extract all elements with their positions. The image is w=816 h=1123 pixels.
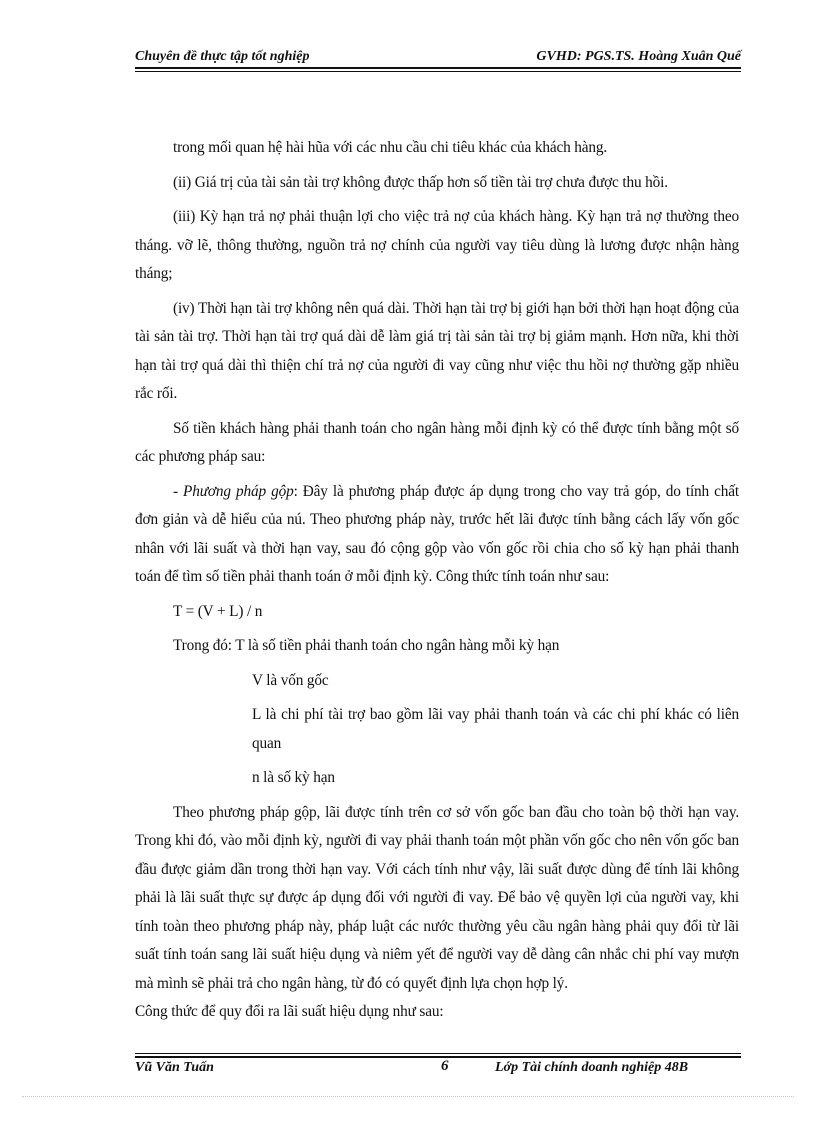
footer-rule	[135, 1056, 741, 1058]
paragraph: Công thức để quy đổi ra lãi suất hiệu dụng như sau:	[135, 1003, 444, 1020]
paragraph: Theo phương pháp gộp, lãi được tính trên cơ sở vốn gốc ban đầu cho toàn bộ thời hạn vay. Trong khi đó, vào mỗi định kỳ, người đi vay phải thanh toán một phần vốn gốc cho nên vốn gốc ban đầu được giảm dần trong thời hạn vay. Với cách tính như vậy, lãi suất được dùng để tính lãi không phải là lãi suất thực sự được áp dụng đối với người đi vay. Để bảo vệ quyền lợi của người vay, khi tính toàn theo phương pháp này, pháp luật các nước thường yêu cầu ngân hàng phải quy đổi từ lãi suất tính toán sang lãi suất hiệu dụng và niêm yết để người vay dễ dàng cân nhắc chi phí vay mượn mà mình sẽ phải trả cho ngân hàng, từ đó có quyết định lựa chọn hợp lý.	[135, 803, 739, 992]
dash: -	[173, 482, 184, 500]
footer-class: Lớp Tài chính doanh nghiệp 48B	[495, 1060, 689, 1075]
paragraph: (iii) Kỳ hạn trả nợ phải thuận lợi cho việc trả nợ của khách hàng. Kỳ hạn trả nợ thường theo tháng. vỡ lẽ, thông thường, nguồn trả nợ chính của người vay tiêu dùng là lương được nhận hàng tháng;	[135, 208, 739, 282]
footer-rule-thin	[135, 1053, 741, 1054]
footer-author: Vũ Văn Tuấn	[135, 1060, 214, 1075]
method-name: Phương pháp gộp	[183, 482, 294, 500]
formula-where: n là số kỳ hạn	[252, 769, 335, 786]
header-title: Chuyên đề thực tập tốt nghiệp	[135, 49, 310, 64]
formula-where: Trong đó: T là số tiền phải thanh toán cho ngân hàng mỗi kỳ hạn	[173, 637, 560, 654]
paragraph	[135, 478, 739, 592]
method-text: : Đây là phương pháp được áp dụng trong cho vay trả góp, do tính chất đơn giản và dễ hiểu của nú. Theo phương pháp này, trước hết lãi được tính bằng cách lấy vốn gốc nhân với lãi suất và thời hạn vay, sau đó cộng gộp vào vốn gốc rồi chia cho số kỳ hạn phải thanh toán để tìm số tiền phải thanh toán ở mỗi định kỳ. Công thức tính toán như sau:	[135, 482, 739, 585]
formula: T = (V + L) / n	[173, 602, 263, 620]
paragraph: Số tiền khách hàng phải thanh toán cho ngân hàng mỗi định kỳ có thể được tính bằng một số các phương pháp sau:	[135, 419, 739, 465]
page-header	[135, 49, 741, 67]
paragraph: (iv) Thời hạn tài trợ không nên quá dài. Thời hạn tài trợ bị giới hạn bởi thời hạn hoạt động của tài sản tài trợ. Thời hạn tài trợ quá dài dễ làm giá trị tài sản tài trợ bị giảm mạnh. Hơn nữa, khi thời hạn tài trợ quá dài thì thiện chí trả nợ của người đi vay cũng như việc thu hồi nợ thường gặp nhiều rắc rối.	[135, 299, 739, 402]
formula-where: V là vốn gốc	[252, 671, 329, 689]
header-rule	[135, 67, 741, 69]
paragraph: trong mối quan hệ hài hũa với các nhu cầu chi tiêu khác của khách hàng.	[173, 139, 608, 156]
formula-where: L là chi phí tài trợ bao gồm lãi vay phải thanh toán và các chi phí khác có liên quan	[252, 706, 739, 752]
page-footer	[135, 1060, 741, 1078]
header-rule-thin	[135, 71, 741, 72]
page-break-line	[22, 1096, 794, 1097]
page-body	[135, 134, 739, 1027]
header-advisor: GVHD: PGS.TS. Hoàng Xuân Quế	[536, 49, 741, 64]
paragraph: (ii) Giá trị của tài sản tài trợ không được thấp hơn số tiền tài trợ chưa được thu hồi.	[173, 173, 668, 191]
page-number: 6	[441, 1058, 449, 1074]
